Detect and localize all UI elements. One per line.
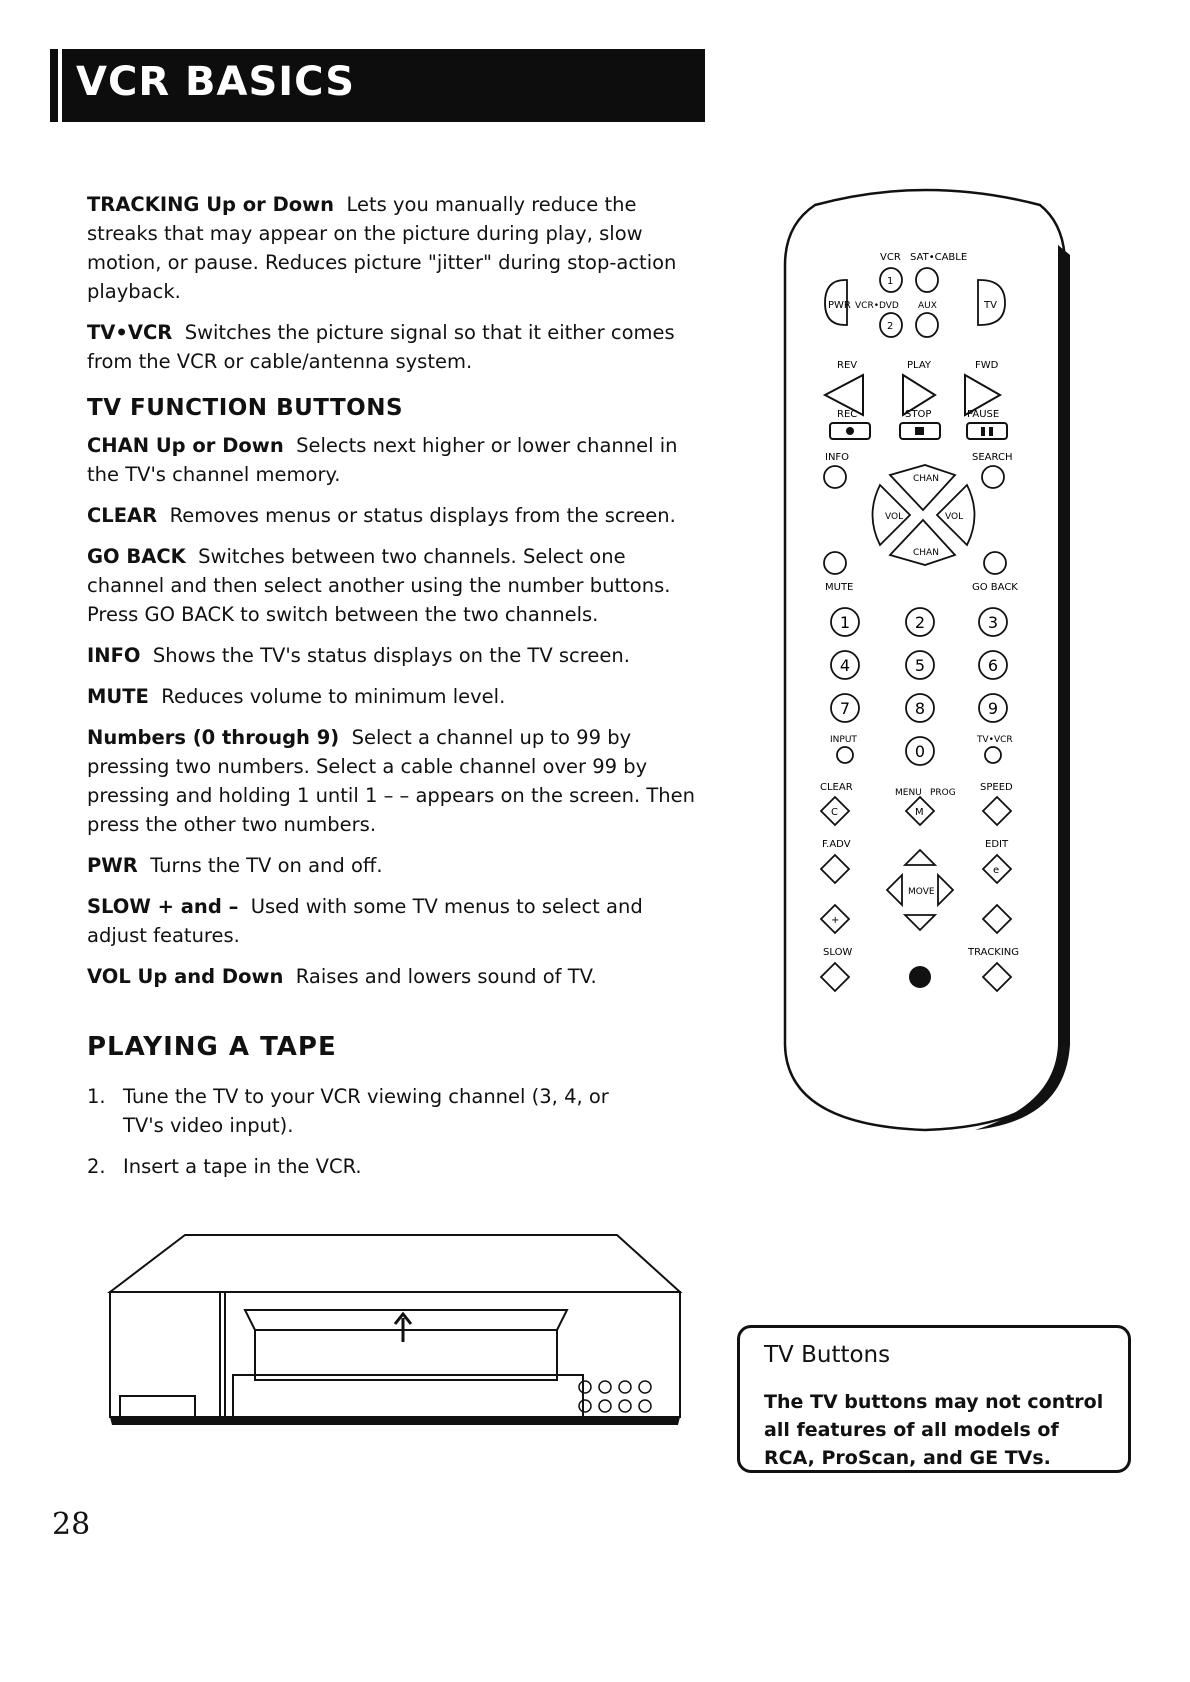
definition-item	[87, 851, 707, 880]
stop-label: STOP	[905, 409, 932, 420]
clear-label: CLEAR	[820, 782, 853, 793]
chan-down-label: CHAN	[913, 548, 939, 558]
page-number: 28	[52, 1507, 91, 1542]
definition-item	[87, 962, 707, 991]
digit-6-label: 6	[987, 656, 999, 675]
para-text: Switches the picture signal so that it either comes from the VCR or cable/antenna system.	[87, 321, 675, 373]
step-number: 2.	[87, 1155, 106, 1178]
def-text: Switches between two channels. Select one channel and then select another using the number buttons. Press GO BACK to switch between the two channels.	[87, 545, 671, 626]
edit-icon-letter: e	[993, 865, 1000, 876]
search-button[interactable]	[982, 466, 1004, 488]
input-label: INPUT	[830, 735, 857, 745]
go-back-button[interactable]	[984, 552, 1006, 574]
tv-function-section	[87, 395, 707, 1003]
move-left-button[interactable]	[887, 875, 902, 905]
def-term: CHAN Up or Down	[87, 434, 284, 457]
note-body: The TV buttons may not control all features of all models of RCA, ProScan, and GE TVs.	[764, 1391, 1104, 1469]
def-term: Numbers (0 through 9)	[87, 726, 340, 749]
definition-item	[87, 682, 707, 711]
sat-cable-button[interactable]	[916, 268, 938, 292]
play-label: PLAY	[907, 360, 932, 371]
rec-label: REC	[837, 409, 858, 420]
vcr-top-panel	[110, 1235, 680, 1292]
def-term: SLOW + and –	[87, 895, 239, 918]
input-button[interactable]	[837, 747, 853, 763]
definition-item	[87, 641, 707, 670]
header-strip	[58, 49, 62, 122]
def-text: Shows the TV's status displays on the TV screen.	[152, 644, 630, 667]
slow-minus-button[interactable]	[821, 963, 849, 991]
def-text: Removes menus or status displays from the screen.	[169, 504, 676, 527]
vol-up-label: VOL	[945, 512, 964, 522]
def-term: GO BACK	[87, 545, 186, 568]
para-text: Lets you manually reduce the streaks that may appear on the picture during play, slow motion, or pause. Reduces picture "jitter" during stop-action playback.	[87, 193, 677, 303]
fwd-label: FWD	[975, 360, 999, 371]
move-up-button[interactable]	[905, 850, 935, 865]
def-text: Used with some TV menus to select and adjust features.	[87, 895, 643, 947]
slow-label: SLOW	[823, 947, 853, 958]
tv-vcr-label: TV•VCR	[977, 735, 1013, 745]
go-back-label: GO BACK	[972, 582, 1018, 593]
info-button[interactable]	[824, 466, 846, 488]
menu-label: MENU	[895, 788, 922, 798]
definition-item	[87, 431, 707, 489]
def-term: INFO	[87, 644, 141, 667]
section-heading: TV FUNCTION BUTTONS	[87, 395, 404, 421]
tv-label: TV	[984, 300, 997, 311]
rev-label: REV	[837, 360, 858, 371]
definition-item	[87, 542, 707, 629]
header-bar	[50, 49, 705, 122]
step-text: Tune the TV to your VCR viewing channel (3, 4, or TV's video input).	[123, 1085, 609, 1137]
device-number-2: 2	[887, 321, 894, 332]
def-text: Reduces volume to minimum level.	[161, 685, 506, 708]
para-term: TV•VCR	[87, 321, 173, 344]
def-text: Select a channel up to 99 by pressing two numbers. Select a cable channel over 99 by pressing and holding 1 until 1 – – appears on the screen. Then press the other two numbers.	[87, 726, 696, 836]
mute-label: MUTE	[825, 582, 854, 593]
menu-icon-letter: M	[915, 807, 924, 818]
fadv-button[interactable]	[821, 855, 849, 883]
digit-9-label: 9	[987, 699, 999, 718]
digit-3-label: 3	[987, 613, 999, 632]
def-term: PWR	[87, 854, 138, 877]
move-label: MOVE	[908, 887, 935, 897]
definition-item	[87, 892, 707, 950]
step-number: 1.	[87, 1085, 106, 1108]
def-text: Raises and lowers sound of TV.	[295, 965, 597, 988]
digit-2-label: 2	[914, 613, 926, 632]
def-term: CLEAR	[87, 504, 158, 527]
vcr-illustration	[105, 1230, 685, 1445]
digit-0-label: 0	[914, 742, 926, 761]
aux-label: AUX	[918, 301, 937, 311]
tv-vcr-button[interactable]	[985, 747, 1001, 763]
digit-7-label: 7	[839, 699, 851, 718]
speed-label: SPEED	[980, 782, 1013, 793]
tracking-down-button[interactable]	[983, 963, 1011, 991]
playing-section	[87, 1032, 627, 1193]
tracking-paragraph	[87, 190, 707, 306]
speed-button[interactable]	[983, 797, 1011, 825]
aux-button[interactable]	[916, 313, 938, 337]
note-title: TV Buttons	[764, 1342, 891, 1368]
sat-cable-label: SAT•CABLE	[910, 252, 968, 263]
digit-5-label: 5	[914, 656, 926, 675]
note-box	[737, 1325, 1131, 1473]
def-text: Selects next higher or lower channel in the TV's channel memory.	[87, 434, 678, 486]
pause-button[interactable]	[967, 423, 1007, 439]
chan-up-button[interactable]	[890, 465, 955, 510]
para-term: TRACKING Up or Down	[87, 193, 335, 216]
search-label: SEARCH	[972, 452, 1013, 463]
remote-illustration	[775, 185, 1075, 1135]
step-text: Insert a tape in the VCR.	[123, 1155, 362, 1178]
digit-4-label: 4	[839, 656, 851, 675]
def-term: MUTE	[87, 685, 149, 708]
slow-plus-icon-letter: +	[831, 915, 840, 926]
vol-down-label: VOL	[885, 512, 904, 522]
clear-icon-letter: C	[831, 807, 838, 818]
chan-down-button[interactable]	[890, 520, 955, 565]
front-jacks	[579, 1381, 651, 1412]
vcr-label: VCR	[880, 252, 901, 263]
device-number-1: 1	[887, 276, 894, 287]
prog-label: PROG	[930, 788, 956, 798]
def-term: VOL Up and Down	[87, 965, 284, 988]
digit-1-label: 1	[839, 613, 851, 632]
mute-button[interactable]	[824, 552, 846, 574]
vcr-dvd-label: VCR•DVD	[855, 301, 899, 311]
help-icon[interactable]	[909, 966, 931, 988]
pwr-label: PWR	[828, 300, 851, 311]
digit-8-label: 8	[914, 699, 926, 718]
insert-arrow-icon	[395, 1314, 411, 1342]
section-heading: PLAYING A TAPE	[87, 1032, 337, 1062]
edit-label: EDIT	[985, 839, 1009, 850]
tape-cassette	[255, 1330, 557, 1380]
def-text: Turns the TV on and off.	[150, 854, 383, 877]
pause-label: PAUSE	[967, 409, 1000, 420]
step-item	[87, 1082, 627, 1140]
definition-item	[87, 501, 707, 530]
tv-vcr-paragraph	[87, 318, 707, 376]
front-door	[120, 1396, 195, 1417]
tracking-up-button[interactable]	[983, 905, 1011, 933]
tape-slot	[233, 1375, 583, 1417]
info-label: INFO	[825, 452, 850, 463]
definition-item	[87, 723, 707, 839]
chan-up-label: CHAN	[913, 474, 939, 484]
tracking-label: TRACKING	[968, 947, 1020, 958]
step-item	[87, 1152, 627, 1181]
page-title: VCR BASICS	[76, 59, 356, 105]
move-down-button[interactable]	[905, 915, 935, 930]
fadv-label: F.ADV	[822, 839, 851, 850]
top-paragraphs	[87, 190, 707, 388]
move-right-button[interactable]	[938, 875, 953, 905]
steps-list	[87, 1082, 627, 1181]
